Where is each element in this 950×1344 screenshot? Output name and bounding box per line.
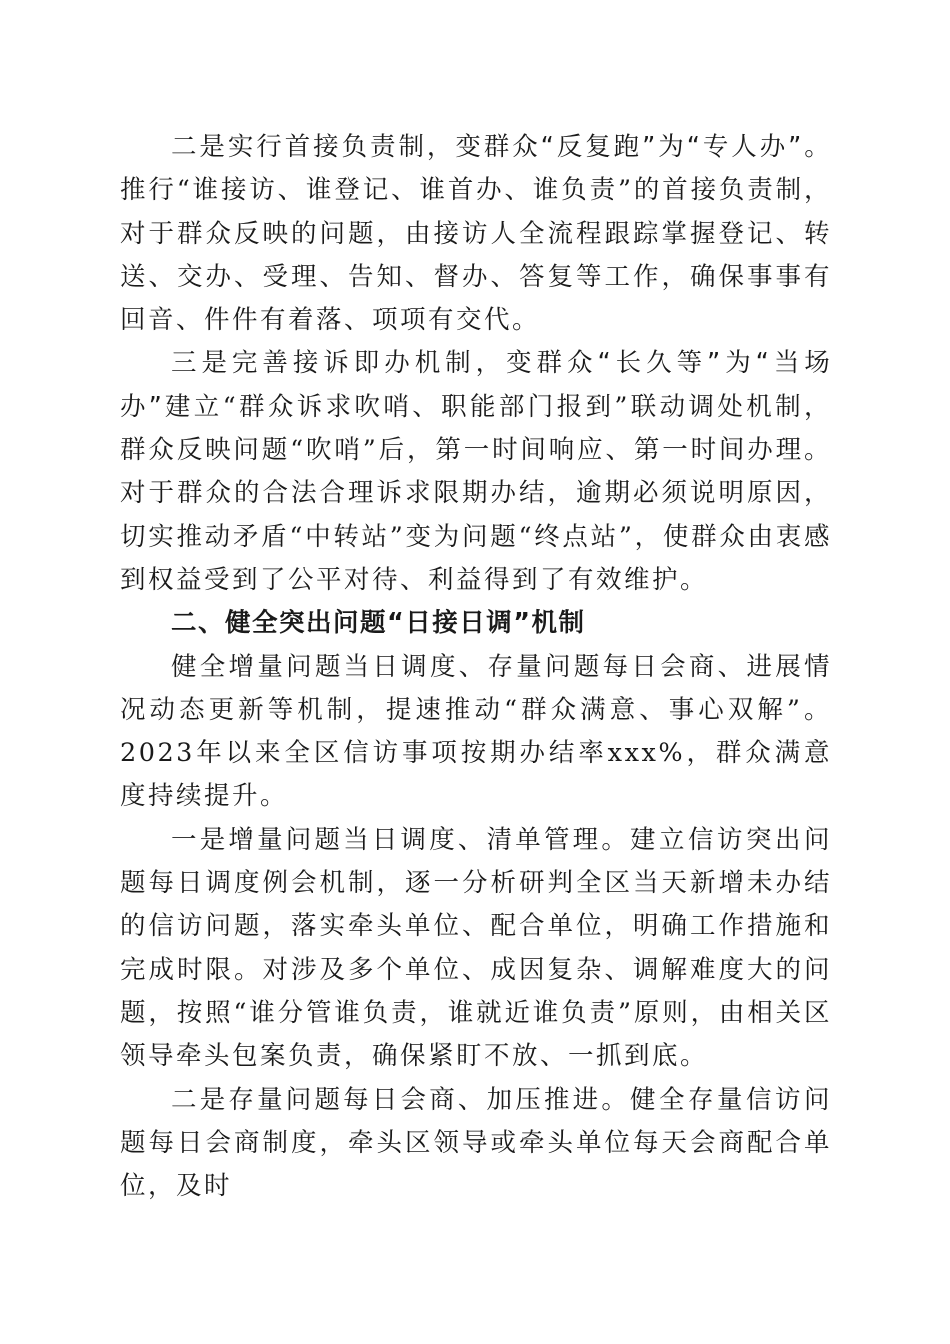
paragraph-existing-issues [120,1079,832,1209]
paragraph-lead: 二是存量问题每日会商、加压推进。 [171,1084,631,1115]
paragraph-incremental-issues [120,819,832,1079]
paragraph-immediate-handling [120,342,832,602]
section-intro: 健全增量问题当日调度、存量问题每日会商、进展情况动态更新等机制，提速推动“群众满意、事心双解”。2023年以来全区信访事项按期办结率xxx%，群众满意度持续提升。 [120,651,832,812]
paragraph-body: 建立信访突出问题每日调度例会机制，逐一分析研判全区当天新增未办结的信访问题，落实牵头单位、配合单位，明确工作措施和完成时限。对涉及多个单位、成因复杂、调解难度大的问题，按照“谁分管谁负责，谁就近谁负责”原则，由相关区领导牵头包案负责，确保紧盯不放、一抓到底。 [120,824,832,1072]
paragraph-body: 建立“群众诉求吹哨、职能部门报到”联动调处机制，群众反映问题“吹哨”后，第一时间响应、第一时间办理。对于群众的合法合理诉求限期办结，逾期必须说明原因，切实推动矛盾“中转站”变为问题“终点站”，使群众由衷感到权益受到了公平对待、利益得到了有效维护。 [120,391,832,595]
document-page [120,126,832,1208]
paragraph-body: 健全存量信访问题每日会商制度，牵头区领导或牵头单位每天会商配合单位，及时 [120,1084,832,1202]
paragraph-body: 推行“谁接访、谁登记、谁首办、谁负责”的首接负责制，对于群众反映的问题，由接访人全流程跟踪掌握登记、转送、交办、受理、告知、督办、答复等工作，确保事事有回音、件件有着落、项项有交代。 [120,175,832,336]
paragraph-first-responsibility [120,126,832,342]
section-heading: 二、健全突出问题“日接日调”机制 [171,608,586,639]
paragraph-lead: 三是完善接诉即办机制，变群众“长久等”为“当场办” [120,348,832,422]
paragraph-lead: 二是实行首接负责制，变群众“反复跑”为“专人办”。 [171,132,832,162]
paragraph-lead: 一是增量问题当日调度、清单管理。 [171,824,631,855]
